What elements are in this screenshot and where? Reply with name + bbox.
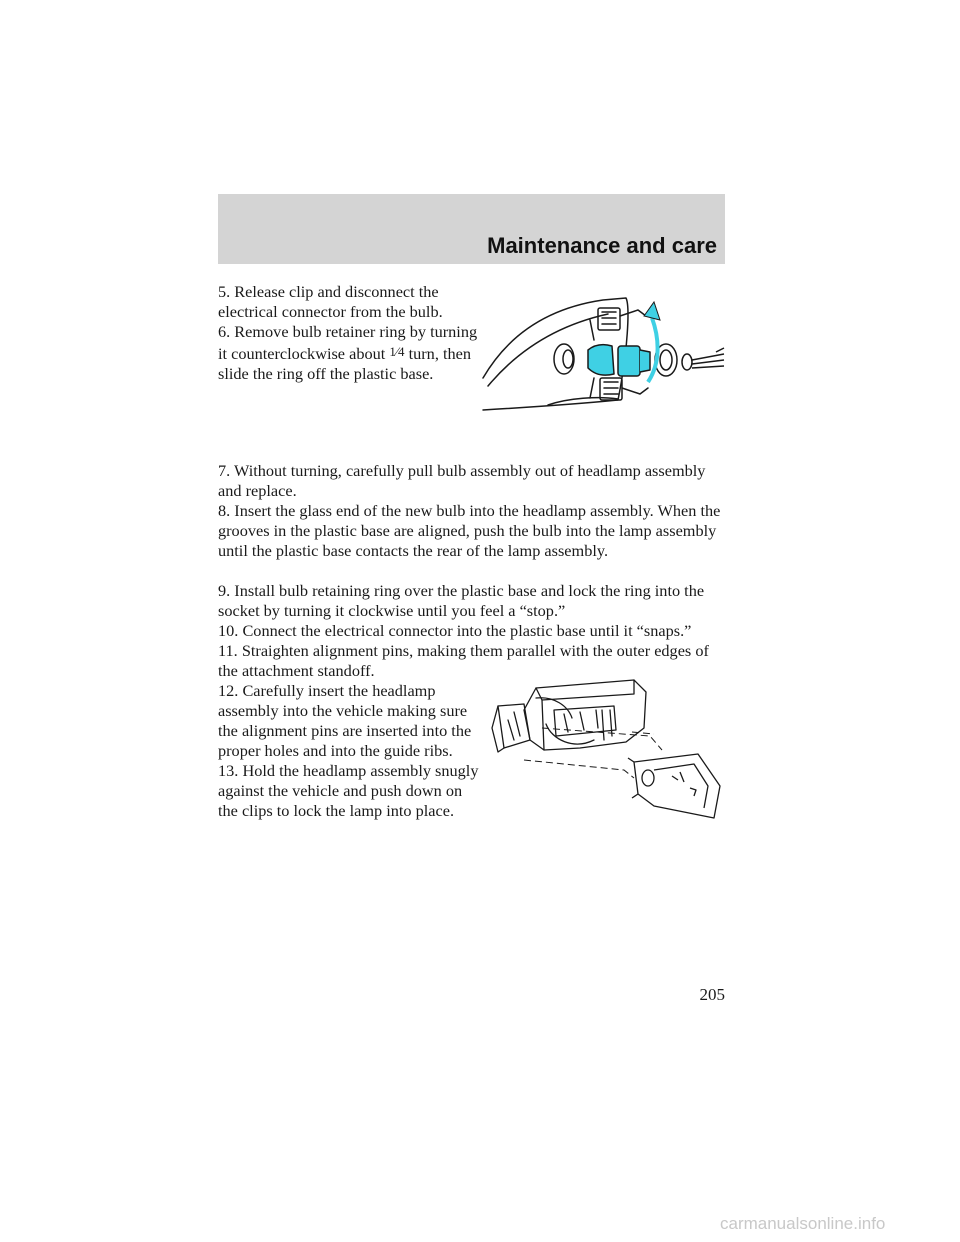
fraction: 1⁄4 (389, 344, 405, 359)
step-text: Remove bulb retainer ring by turning it counterclockwise about (218, 322, 478, 363)
section-title: Maintenance and care (487, 233, 717, 258)
step-text: Connect the electrical connector into the plastic base until it “snaps.” (242, 621, 692, 640)
step-text: Carefully insert the headlamp assembly into the vehicle making sure the alignment pins are inserted into the proper holes and into the guide ribs. (218, 681, 472, 760)
step-number: 6. (218, 322, 231, 341)
connector-wires (692, 348, 724, 368)
step-text: Hold the headlamp assembly snugly against the vehicle and push down on the clips to lock the lamp into place. (218, 761, 479, 820)
headlamp-install-illustration (484, 670, 730, 822)
step-text: Insert the glass end of the new bulb into the headlamp assembly. When the grooves in the plastic base are aligned, push the bulb into the lamp assembly until the plastic base contacts the rear of the lamp assembly. (218, 501, 721, 560)
step-text: Release clip and disconnect the electrical connector from the bulb. (218, 282, 443, 321)
plastic-base-highlight (618, 346, 640, 376)
page-number: 205 (699, 985, 725, 1004)
step-number: 9. (218, 581, 231, 600)
socket-opening (554, 344, 574, 374)
step-8 (218, 501, 728, 561)
bulb-highlight (588, 345, 614, 375)
step-number: 7. (218, 461, 231, 480)
step-13 (218, 761, 486, 821)
bulb-removal-illustration (478, 280, 730, 412)
step-text: turn, then slide the ring off the plastic base. (218, 344, 471, 383)
step-12 (218, 681, 486, 761)
step-number: 8. (218, 501, 231, 520)
step-text: Straighten alignment pins, making them parallel with the outer edges of the attachment standoff. (218, 641, 709, 680)
step-5 (218, 282, 486, 322)
step-text: Install bulb retaining ring over the plastic base and lock the ring into the socket by turning it clockwise until you feel a “stop.” (218, 581, 705, 620)
step-9 (218, 581, 728, 621)
step-number: 13. (218, 761, 239, 780)
step-text: Without turning, carefully pull bulb assembly out of headlamp assembly and replace. (218, 461, 706, 500)
step-10 (218, 621, 728, 641)
step-number: 10. (218, 621, 239, 640)
section-header-band (218, 194, 725, 264)
watermark: carmanualsonline.info (720, 1214, 886, 1233)
step-6 (218, 322, 486, 384)
step-number: 5. (218, 282, 231, 301)
rotation-arrow (648, 318, 658, 382)
step-number: 11. (218, 641, 238, 660)
step-7 (218, 461, 728, 501)
step-number: 12. (218, 681, 239, 700)
